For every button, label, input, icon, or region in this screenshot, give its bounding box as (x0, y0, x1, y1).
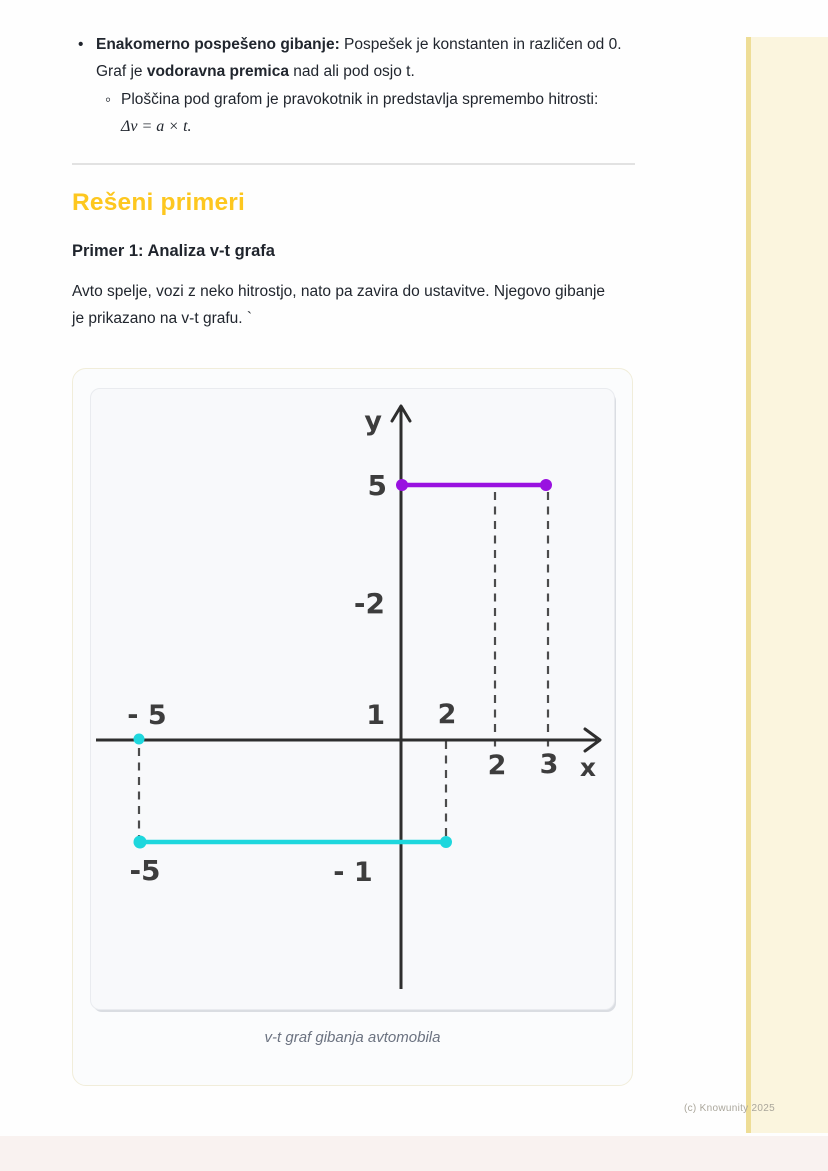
tick-minus-1: - 1 (333, 857, 373, 888)
vt-graph-panel (90, 388, 615, 1010)
bullet-list (72, 31, 635, 141)
side-highlight-area (751, 37, 828, 1133)
bullet-indent-spacer (78, 58, 96, 85)
body-paragraph (72, 278, 635, 332)
vt-graph-canvas (91, 389, 616, 1011)
cyan-axis-point (134, 734, 145, 745)
bullet-bold-mid: vodoravna premica (146, 63, 289, 81)
bullet-text (96, 31, 635, 58)
sub-list-item (72, 86, 635, 113)
purple-endpoint-left (396, 479, 408, 491)
sub-bullet-marker: ◦ (105, 89, 112, 109)
bullet-rest2: nad ali pod osjo t. (288, 63, 415, 81)
bullet-marker: • (78, 36, 84, 53)
tick-1: 1 (366, 700, 385, 731)
purple-endpoint-right (540, 479, 552, 491)
bullet-bold-lead: Enakomerno pospešeno gibanje: (96, 36, 340, 53)
tick-5: 5 (367, 469, 387, 502)
paragraph-line: Avto spelje, vozi z neko hitrostjo, nato pa zavira do ustavitve. Njegovo gibanje (72, 283, 606, 300)
section-divider (72, 163, 635, 165)
cyan-endpoint-right (440, 836, 452, 848)
figure-card (72, 368, 633, 1086)
side-highlight-stripe (746, 37, 751, 1133)
page-bottom-edge (0, 1136, 828, 1171)
paragraph-line: je prikazano na v-t grafu. ` (72, 310, 253, 327)
figure-caption: v-t graf gibanja avtomobila (264, 1029, 441, 1046)
tick-minus-5-top: - 5 (127, 700, 167, 731)
sub-bullet-text: Ploščina pod grafom je pravokotnik in predstavlja spremembo hitrosti: (121, 90, 599, 108)
tick-2-lower: 2 (487, 750, 507, 781)
bullet-text-line2 (96, 58, 635, 85)
example-subheading: Primer 1: Analiza v-t grafa (72, 242, 275, 260)
bullet-pre: Graf je (96, 63, 147, 81)
formula: Δv = a × t. (121, 118, 192, 136)
list-item (72, 58, 635, 85)
section-heading: Rešeni primeri (72, 189, 246, 216)
x-axis-label: x (579, 753, 597, 782)
y-axis-label: y (364, 406, 382, 437)
list-item (72, 31, 635, 58)
tick-3: 3 (539, 749, 559, 780)
tick-2-upper: 2 (437, 699, 457, 730)
copyright-footer: (c) Knowunity 2025 (684, 1103, 776, 1114)
tick-minus-2: -2 (353, 587, 385, 620)
tick-minus-5-bottom: -5 (129, 854, 161, 887)
bullet-rest: Pospešek je konstanten in različen od 0. (339, 36, 622, 53)
cyan-endpoint-left (134, 836, 147, 849)
